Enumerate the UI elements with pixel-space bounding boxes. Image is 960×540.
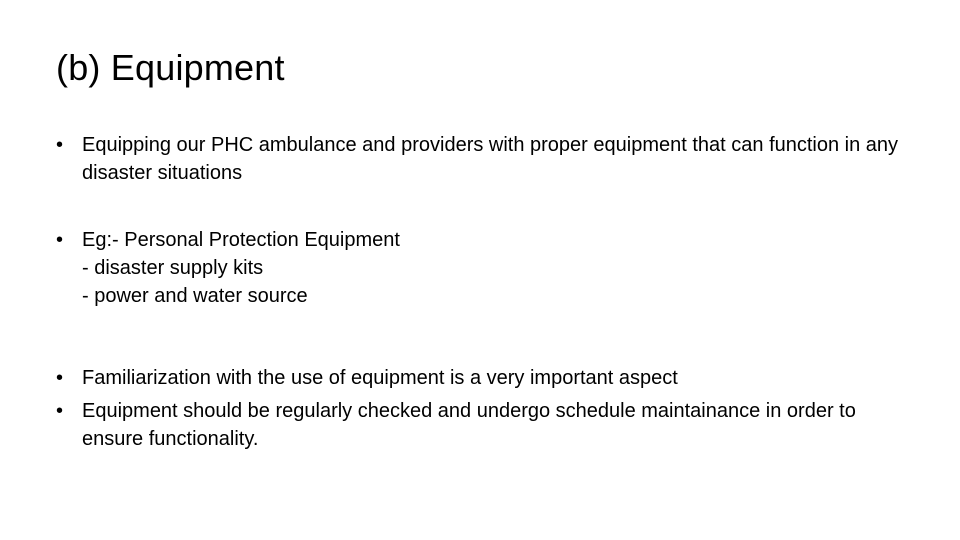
bullet-equipping [56,131,916,187]
sub-item-power-water: - power and water source [82,285,308,307]
bullet-example [56,226,916,310]
bullet-familiarization [56,364,916,392]
bullet-text: Eg:- Personal Protection Equipment [82,229,400,251]
bullet-maintenance [56,397,916,453]
bullet-dot-icon: • [56,134,64,156]
bullet-text: Equipment should be regularly checked and undergo schedule maintainance in order to ensure functionality. [82,400,856,450]
bullet-text: Equipping our PHC ambulance and providers with proper equipment that can function in any disaster situations [82,134,899,184]
bullet-dot-icon: • [56,367,64,389]
slide-title: (b) Equipment [56,47,285,88]
bullet-text: Familiarization with the use of equipment is a very important aspect [82,367,678,389]
bullet-dot-icon: • [56,229,64,251]
bullet-dot-icon: • [56,400,64,422]
sub-item-supply-kits: - disaster supply kits [82,257,264,279]
